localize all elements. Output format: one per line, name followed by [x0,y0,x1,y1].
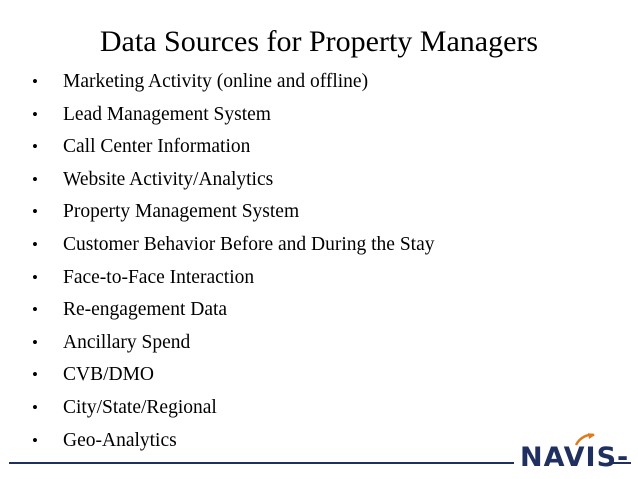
bullet-dot-icon: • [32,72,38,91]
bullet-text: Geo-Analytics [63,429,177,451]
bullet-dot-icon: • [32,300,38,320]
footer-divider [9,462,514,464]
bullet-text: Face-to-Face Interaction [63,266,255,288]
bullet-dot-icon: • [32,267,38,287]
slide-title: Data Sources for Property Managers [99,25,539,58]
bullet-text: Marketing Activity (online and offline) [63,71,369,92]
bullet-dot-icon: • [32,104,38,124]
bullet-text: CVB/DMO [63,364,155,386]
bullet-dot-icon: • [32,169,38,189]
bullet-text: City/State/Regional [63,396,217,418]
bullet-dot-icon: • [32,202,38,222]
bullet-dot-icon: • [32,234,38,254]
bullet-text: Property Management System [63,201,300,223]
bullet-text: Website Activity/Analytics [63,168,274,190]
bullet-text: Lead Management System [63,103,271,125]
bullet-dot-icon: • [32,365,38,385]
bullet-text: Re-engagement Data [63,299,228,321]
bullet-text: Ancillary Spend [63,331,191,353]
navis-logo [520,433,630,473]
logo-wordmark: NAVIS- [520,442,630,473]
bullet-text: Customer Behavior Before and During the Stay [63,233,435,255]
bullet-dot-icon: • [32,137,38,157]
bullet-text: Call Center Information [63,136,251,158]
bullet-dot-icon: • [32,397,38,417]
bullet-dot-icon: • [32,430,38,450]
bullet-dot-icon: • [32,332,38,352]
